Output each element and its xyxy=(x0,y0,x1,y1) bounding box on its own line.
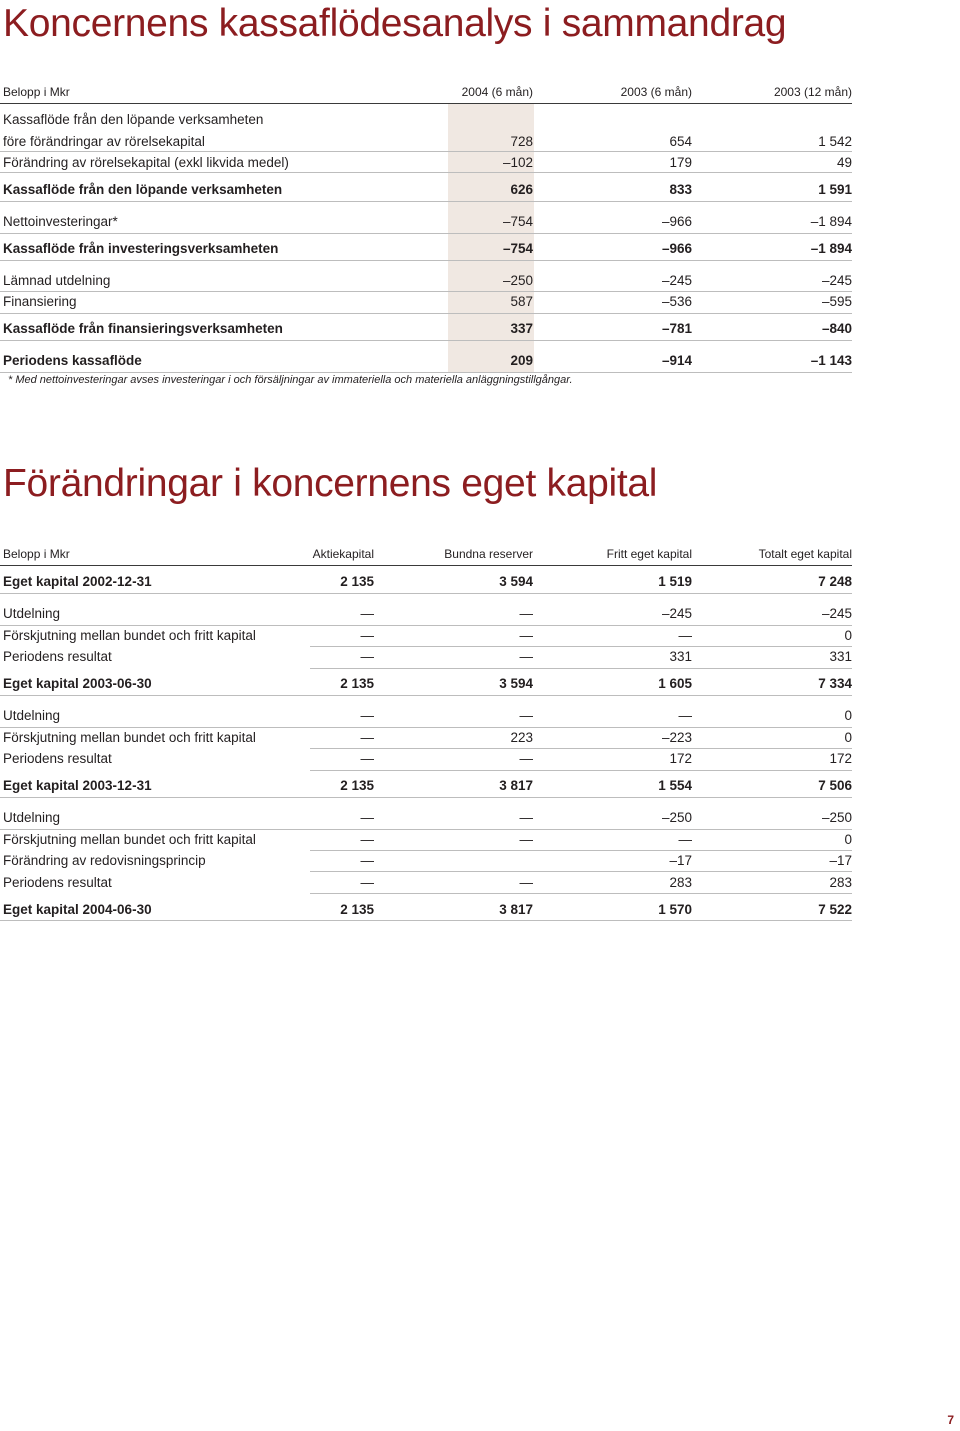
row-label: Eget kapital 2002-12-31 xyxy=(3,574,152,589)
row-divider xyxy=(310,668,852,669)
row-label: Periodens kassaflöde xyxy=(3,353,142,368)
row-value: –966 xyxy=(661,214,692,229)
row-value: 626 xyxy=(510,182,533,197)
row-value: 3 594 xyxy=(499,574,533,589)
row-value: –17 xyxy=(669,853,692,868)
row-label: Förskjutning mellan bundet och fritt kapital xyxy=(3,628,256,643)
row-divider xyxy=(0,695,852,696)
row-value: — xyxy=(360,751,374,766)
row-value: –245 xyxy=(821,273,852,288)
row-value: 337 xyxy=(510,321,533,336)
row-label: Kassaflöde från den löpande verksamheten xyxy=(3,182,283,197)
row-value: 2 135 xyxy=(340,902,374,917)
row-value: — xyxy=(678,628,692,643)
row-value: 0 xyxy=(844,832,852,847)
row-value: — xyxy=(678,832,692,847)
equity-title: Förändringar i koncernens eget kapital xyxy=(3,462,658,505)
row-value: — xyxy=(360,832,374,847)
row-value: — xyxy=(360,606,374,621)
row-label: Finansiering xyxy=(3,294,77,309)
row-value: 7 522 xyxy=(818,902,852,917)
header-period: 2003 (12 mån) xyxy=(773,85,852,99)
row-value: 1 554 xyxy=(658,778,692,793)
cashflow-title: Koncernens kassaflödesanalys i sammandrag xyxy=(3,2,787,45)
row-value: –754 xyxy=(502,214,533,229)
row-value: — xyxy=(360,708,374,723)
row-label: Kassaflöde från investeringsverksamheten xyxy=(3,241,279,256)
row-divider xyxy=(0,291,852,292)
row-value: — xyxy=(519,628,533,643)
row-divider xyxy=(0,201,852,202)
row-value: — xyxy=(360,853,374,868)
row-divider xyxy=(0,103,852,104)
row-value: 587 xyxy=(510,294,533,309)
header-label: Belopp i Mkr xyxy=(3,85,70,99)
row-label: Eget kapital 2003-06-30 xyxy=(3,676,152,691)
row-value: 179 xyxy=(669,155,692,170)
row-value: — xyxy=(519,708,533,723)
row-value: 7 334 xyxy=(818,676,852,691)
row-value: 331 xyxy=(829,649,852,664)
row-value: 3 817 xyxy=(499,902,533,917)
row-value: 1 542 xyxy=(818,134,852,149)
row-value: 209 xyxy=(510,353,533,368)
row-value: –102 xyxy=(502,155,533,170)
row-divider xyxy=(0,372,852,373)
row-value: 2 135 xyxy=(340,676,374,691)
row-value: –781 xyxy=(661,321,692,336)
row-value: 331 xyxy=(669,649,692,664)
row-value: — xyxy=(519,751,533,766)
row-label: Kassaflöde från finansieringsverksamheten xyxy=(3,321,283,336)
page-number: 7 xyxy=(947,1413,954,1427)
row-value: –595 xyxy=(821,294,852,309)
row-label: Kassaflöde från den löpande verksamheten xyxy=(3,112,264,127)
row-value: — xyxy=(519,875,533,890)
row-value: — xyxy=(360,875,374,890)
row-value: 283 xyxy=(829,875,852,890)
header-column: Bundna reserver xyxy=(444,547,533,561)
row-value: 0 xyxy=(844,708,852,723)
row-value: –250 xyxy=(661,810,692,825)
row-label: Periodens resultat xyxy=(3,751,112,766)
row-value: 3 594 xyxy=(499,676,533,691)
row-label: Förändring av rörelsekapital (exkl likvida medel) xyxy=(3,155,289,170)
row-value: 833 xyxy=(669,182,692,197)
row-label: Eget kapital 2003-12-31 xyxy=(3,778,152,793)
row-value: –754 xyxy=(502,241,533,256)
row-divider xyxy=(0,727,852,728)
row-value: 7 248 xyxy=(818,574,852,589)
row-value: 2 135 xyxy=(340,778,374,793)
row-divider xyxy=(310,748,852,749)
row-divider xyxy=(310,770,852,771)
row-value: –1 894 xyxy=(810,214,852,229)
row-value: — xyxy=(519,606,533,621)
header-period: 2003 (6 mån) xyxy=(620,85,692,99)
header-column: Aktiekapital xyxy=(312,547,374,561)
row-label: Förändring av redovisningsprincip xyxy=(3,853,206,868)
row-divider xyxy=(0,313,852,314)
cashflow-footnote: * Med nettoinvesteringar avses investeringar i och försäljningar av immateriella och materiella anläggningstillgångar. xyxy=(8,374,573,386)
row-value: –245 xyxy=(821,606,852,621)
row-divider xyxy=(0,797,852,798)
row-value: –245 xyxy=(661,606,692,621)
row-divider xyxy=(0,260,852,261)
row-divider xyxy=(0,920,852,921)
row-value: 728 xyxy=(510,134,533,149)
row-value: 283 xyxy=(669,875,692,890)
row-divider xyxy=(0,151,852,152)
row-divider xyxy=(310,893,852,894)
row-value: –250 xyxy=(502,273,533,288)
row-value: 2 135 xyxy=(340,574,374,589)
row-value: — xyxy=(519,810,533,825)
row-divider xyxy=(0,340,852,341)
row-value: –1 143 xyxy=(810,353,852,368)
row-value: –223 xyxy=(661,730,692,745)
header-column: Fritt eget kapital xyxy=(606,547,692,561)
row-divider xyxy=(310,871,852,872)
row-divider xyxy=(0,829,852,830)
header-column: Totalt eget kapital xyxy=(758,547,852,561)
row-label: Utdelning xyxy=(3,810,61,825)
row-value: 1 570 xyxy=(658,902,692,917)
row-value: 223 xyxy=(510,730,533,745)
row-value: 0 xyxy=(844,730,852,745)
row-value: 3 817 xyxy=(499,778,533,793)
row-divider xyxy=(0,593,852,594)
row-divider xyxy=(310,646,852,647)
row-value: 1 591 xyxy=(818,182,852,197)
row-value: — xyxy=(519,832,533,847)
row-label: Eget kapital 2004-06-30 xyxy=(3,902,152,917)
header-label: Belopp i Mkr xyxy=(3,547,70,561)
row-label: Lämnad utdelning xyxy=(3,273,111,288)
row-label: Periodens resultat xyxy=(3,875,112,890)
row-value: — xyxy=(360,730,374,745)
row-value: 172 xyxy=(669,751,692,766)
row-label: Periodens resultat xyxy=(3,649,112,664)
row-label: före förändringar av rörelsekapital xyxy=(3,134,205,149)
row-value: 1 605 xyxy=(658,676,692,691)
row-value: 49 xyxy=(836,155,852,170)
row-divider xyxy=(0,233,852,234)
row-divider xyxy=(0,625,852,626)
row-value: –250 xyxy=(821,810,852,825)
row-divider xyxy=(0,172,852,173)
row-value: –1 894 xyxy=(810,241,852,256)
row-value: –914 xyxy=(661,353,692,368)
row-value: 654 xyxy=(669,134,692,149)
row-value: 7 506 xyxy=(818,778,852,793)
row-value: — xyxy=(678,708,692,723)
row-value: — xyxy=(519,649,533,664)
row-divider xyxy=(0,565,852,566)
row-value: — xyxy=(360,649,374,664)
row-value: 1 519 xyxy=(658,574,692,589)
row-value: –966 xyxy=(661,241,692,256)
row-value: –17 xyxy=(829,853,852,868)
row-value: 172 xyxy=(829,751,852,766)
row-label: Utdelning xyxy=(3,708,61,723)
row-value: –245 xyxy=(661,273,692,288)
row-label: Förskjutning mellan bundet och fritt kapital xyxy=(3,730,256,745)
row-value: 0 xyxy=(844,628,852,643)
row-value: –536 xyxy=(661,294,692,309)
row-label: Förskjutning mellan bundet och fritt kapital xyxy=(3,832,256,847)
row-value: — xyxy=(360,810,374,825)
row-value: –840 xyxy=(821,321,852,336)
row-label: Utdelning xyxy=(3,606,61,621)
row-divider xyxy=(310,850,852,851)
row-label: Nettoinvesteringar* xyxy=(3,214,118,229)
row-value: — xyxy=(360,628,374,643)
header-period: 2004 (6 mån) xyxy=(461,85,533,99)
